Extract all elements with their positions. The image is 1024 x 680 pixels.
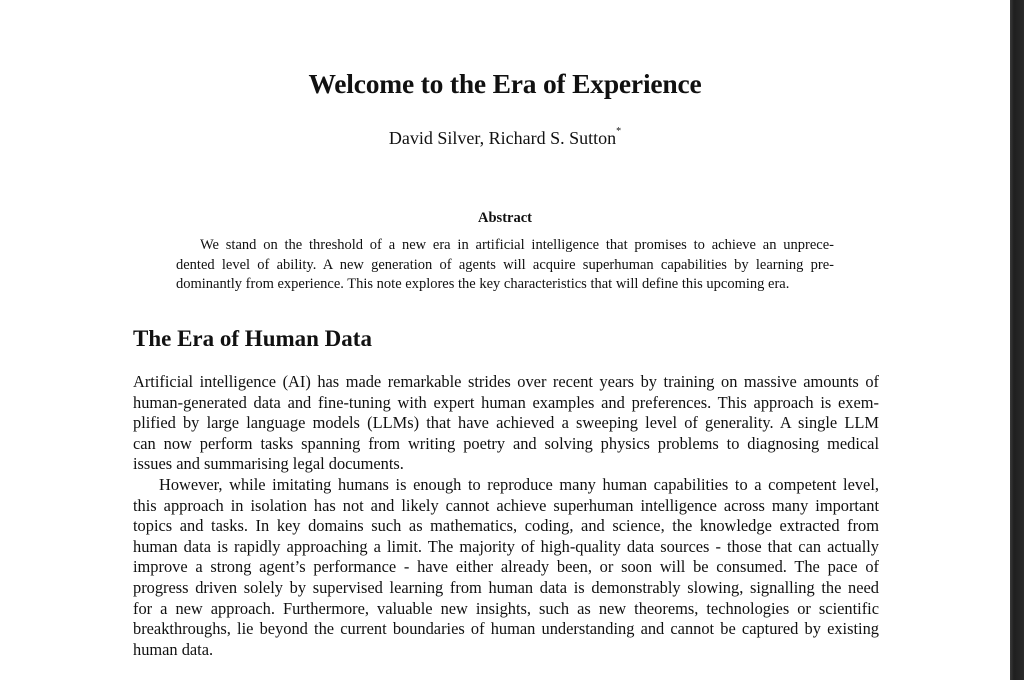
body-line: progress driven solely by supervised learning from human data is demonstrably slowing, signalling the need [133, 577, 879, 597]
abstract-text [176, 236, 834, 295]
body-line: However, while imitating humans is enough to reproduce many human capabilities to a competent level, [159, 474, 879, 494]
body-line: Artificial intelligence (AI) has made remarkable strides over recent years by training on massive amounts of [133, 372, 879, 391]
paper-title: Welcome to the Era of Experience [308, 68, 702, 99]
body-line: topics and tasks. In key domains such as mathematics, coding, and science, the knowledge extracted from [133, 516, 879, 536]
body-line: human data. [133, 639, 214, 659]
abstract-line: We stand on the threshold of a new era in artificial intelligence that promises to achieve an unprece- [200, 237, 834, 253]
author-names: David Silver, Richard S. Sutton [388, 128, 617, 148]
body-line: can now perform tasks spanning from writing poetry and solving physics problems to diagnosing medical [133, 433, 879, 453]
section-heading: The Era of Human Data [133, 326, 372, 351]
paper-authors [0, 128, 1010, 149]
body-line: plified by large language models (LLMs) that have achieved a sweeping level of generality. A single LLM [133, 413, 879, 433]
body-line: for a new approach. Furthermore, valuable new insights, such as new theorems, technologies or scientific [133, 598, 879, 618]
body-line: human-generated data and fine-tuning with expert human examples and preferences. This approach is exem- [133, 392, 879, 412]
body-line: breakthroughs, lie beyond the current boundaries of human understanding and cannot be captured by existing [133, 619, 879, 639]
body-line: human data is rapidly approaching a limit. The majority of high-quality data sources - those that can actually [133, 536, 879, 556]
abstract-heading: Abstract [478, 210, 532, 226]
abstract-line: dented level of ability. A new generation of agents will acquire superhuman capabilities by learning pre- [176, 256, 834, 273]
abstract-line: dominantly from experience. This note explores the key characteristics that will define this upcoming era. [176, 276, 790, 292]
viewer-edge-scrollbar[interactable] [1010, 0, 1024, 680]
body-line: issues and summarising legal documents. [133, 454, 404, 474]
author-footnote-mark: * [616, 126, 622, 137]
body-line: improve a strong agent’s performance - have either already been, or soon will be consumed. The pace of [133, 557, 879, 577]
body-line: this approach in isolation has not and likely cannot achieve superhuman intelligence across many important [133, 495, 879, 515]
section-body [133, 372, 879, 660]
